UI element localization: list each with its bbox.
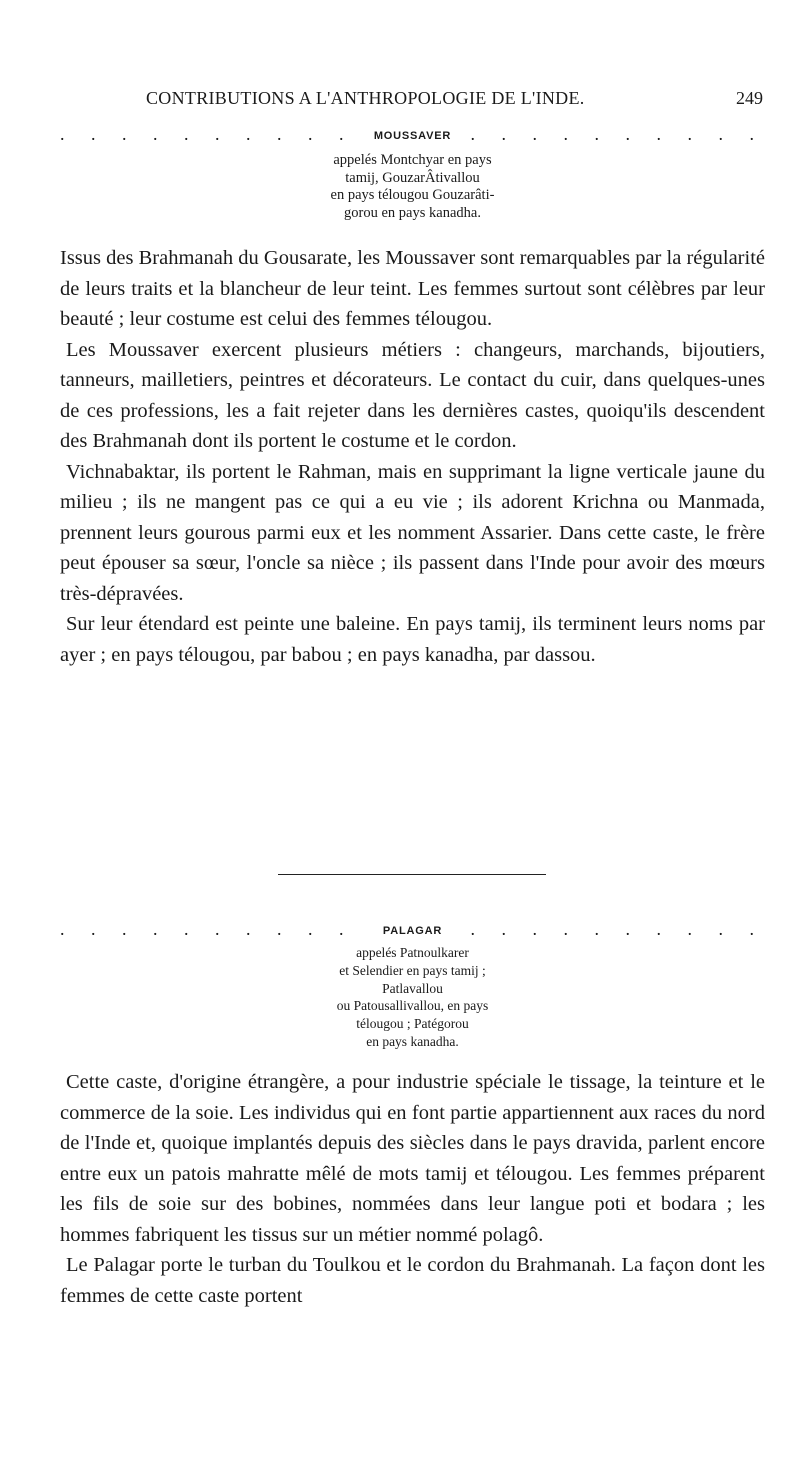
- alias-line: appelés Patnoulkarer: [356, 945, 469, 960]
- alias-line: gorou en pays kanadha.: [344, 204, 481, 221]
- paragraph: Sur leur étendard est peinte une baleine. En pays tamij, ils terminent leurs noms par ayer ; en pays télougou, par babou ; en pays kanadha, par dassou.: [60, 613, 765, 666]
- leader-dots-right: . . . . . . . . . .: [470, 124, 765, 144]
- section-title: PALAGAR: [382, 925, 443, 937]
- paragraph: Cette caste, d'origine étrangère, a pour industrie spéciale le tissage, la teinture et le commerce de la soie. Les individus qui en font partie appartiennent aux races du nord de l'Inde et, quoique implantés depuis des siècles dans le pays dravida, parlent encore entre eux un patois mahratte mêlé de mots tamij et télougou. Les femmes préparent les fils de soie sur des bobines, nommées dans leur langue poti et bodara ; les hommes fabriquent les tissus sur un métier nommé polagô.: [60, 1071, 765, 1246]
- section-heading-moussaver: [60, 124, 765, 148]
- alias-line: ou Patousallivallou, en pays: [336, 998, 489, 1014]
- alias-line: en pays kanadha.: [366, 1033, 459, 1049]
- alias-line: télougou ; Patégorou: [356, 1016, 469, 1032]
- leader-dots-left: . . . . . . . . . .: [60, 124, 355, 144]
- paragraph: Issus des Brahmanah du Gousarate, les Moussaver sont remarquables par la régularité de leurs traits et la blancheur de leur teint. Les femmes surtout sont célèbres par leur beauté ; leur costume est celui des femmes télougou.: [60, 247, 765, 330]
- section-aliases: [60, 944, 765, 1051]
- document-page: [60, 0, 765, 1471]
- alias-line: appelés Montchyar en pays: [333, 152, 492, 168]
- page-number: 249: [736, 88, 763, 108]
- alias-line: en pays télougou Gouzarâti-: [330, 187, 495, 203]
- alias-line: Patlavallou: [382, 980, 443, 996]
- leader-dots-right: . . . . . . . . . .: [470, 919, 765, 939]
- alias-line: et Selendier en pays tamij ;: [339, 962, 486, 978]
- leader-dots-left: . . . . . . . . . .: [60, 919, 355, 939]
- section-body: [60, 1067, 765, 1311]
- section-heading-palagar: [60, 919, 765, 943]
- section-aliases: [60, 152, 765, 222]
- alias-line: tamij, GouzarÂtivallou: [345, 169, 480, 186]
- section-title: MOUSSAVER: [373, 130, 452, 142]
- running-title: CONTRIBUTIONS A L'ANTHROPOLOGIE DE L'INDE.: [146, 88, 585, 108]
- paragraph: Le Palagar porte le turban du Toulkou et le cordon du Brahmanah. La façon dont les femmes de cette caste portent: [60, 1254, 765, 1307]
- section-body: [60, 243, 765, 670]
- paragraph: Les Moussaver exercent plusieurs métiers : changeurs, marchands, bijoutiers, tanneurs, mailletiers, peintres et décorateurs. Le contact du cuir, dans quelques-unes de ces professions, les a fait rejeter dans les dernières castes, quoiqu'ils descendent des Brahmanah dont ils portent le costume et le cordon.: [60, 338, 765, 452]
- section-divider: [278, 874, 546, 875]
- running-head: [60, 88, 765, 112]
- paragraph: Vichnabaktar, ils portent le Rahman, mais en supprimant la ligne verticale jaune du milieu ; ils ne mangent pas ce qui a eu vie ; ils adorent Krichna ou Manmada, prennent leurs gourous parmi eux et les nomment Assarier. Dans cette caste, le frère peut épouser sa sœur, l'oncle sa nièce ; ils passent dans l'Inde pour avoir des mœurs très-dépravées.: [60, 460, 765, 605]
